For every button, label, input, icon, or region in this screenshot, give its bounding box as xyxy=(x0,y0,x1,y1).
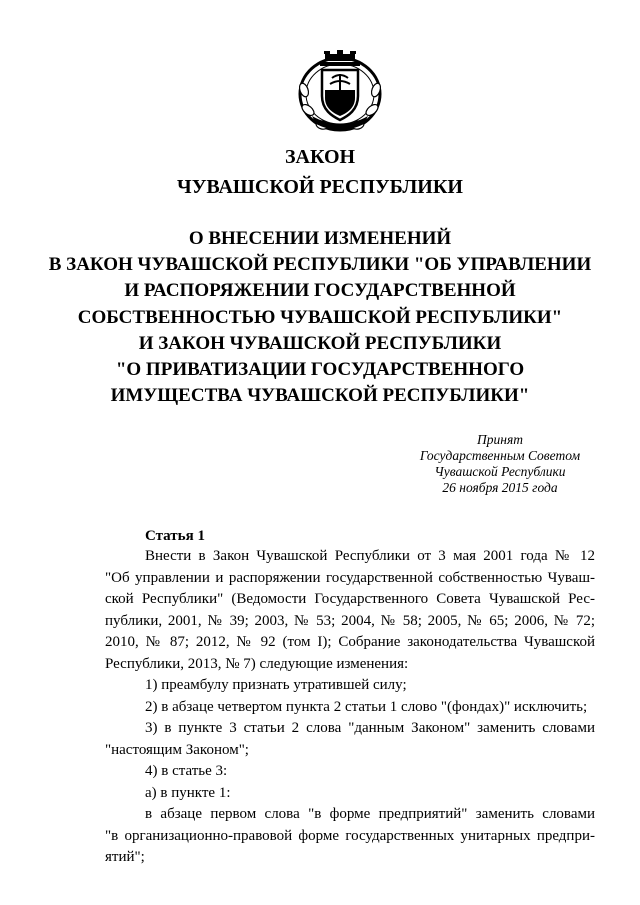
body-line: Внести в Закон Чувашской Республики от 3 мая 2001 года № 12 xyxy=(145,548,595,564)
subject-line: И РАСПОРЯЖЕНИИ ГОСУДАРСТВЕННОЙ xyxy=(124,280,516,302)
body-line: 3) в пункте 3 статьи 2 слова "данным Законом" заменить словами xyxy=(145,720,595,736)
body-line: ятий"; xyxy=(105,849,145,865)
coat-of-arms-emblem xyxy=(294,50,386,132)
article-body xyxy=(105,546,595,869)
body-line: ской Республики" (Ведомости Государственного Совета Чувашской Рес- xyxy=(105,591,595,607)
body-line: "Об управлении и распоряжении государственной собственностью Чуваш- xyxy=(105,569,595,586)
subject-line: "О ПРИВАТИЗАЦИИ ГОСУДАРСТВЕННОГО xyxy=(115,359,525,381)
subject-line: ИМУЩЕСТВА ЧУВАШСКОЙ РЕСПУБЛИКИ" xyxy=(110,385,530,407)
body-line: 2010, № 87; 2012, № 92 (том I); Собрание законодательства Чувашской xyxy=(105,634,595,650)
article-heading: Статья 1 xyxy=(145,528,205,544)
body-line: "в организационно-правовой форме государственных унитарных предпри- xyxy=(105,827,595,844)
law-title: ЗАКОН xyxy=(284,146,356,168)
adoption-date: 26 ноября 2015 года xyxy=(442,480,558,495)
body-line: Республики, 2013, № 7) следующие изменения: xyxy=(105,655,409,672)
body-line: 1) преамбулу признать утратившей силу; xyxy=(145,677,407,693)
adoption-block xyxy=(400,432,600,496)
subject-line: О ВНЕСЕНИИ ИЗМЕНЕНИЙ xyxy=(188,228,452,249)
body-line: публики, 2001, № 39; 2003, № 53; 2004, № 58; 2005, № 65; 2006, № 72; xyxy=(105,612,595,629)
subject-line: СОБСТВЕННОСТЬЮ ЧУВАШСКОЙ РЕСПУБЛИКИ" xyxy=(77,306,563,328)
subject-line: И ЗАКОН ЧУВАШСКОЙ РЕСПУБЛИКИ xyxy=(138,332,502,354)
body-line: 4) в статье 3: xyxy=(145,763,228,779)
law-subject xyxy=(0,226,640,409)
adoption-line: Чувашской Республики xyxy=(434,464,566,479)
subject-line: В ЗАКОН ЧУВАШСКОЙ РЕСПУБЛИКИ "ОБ УПРАВЛЕНИИ xyxy=(48,254,592,276)
body-line: 2) в абзаце четвертом пункта 2 статьи 1 слово "(фондах)" исключить; xyxy=(145,698,588,715)
adoption-line: Государственным Советом xyxy=(419,448,581,463)
body-line: а) в пункте 1: xyxy=(145,784,231,801)
body-line: "настоящим Законом"; xyxy=(105,741,249,758)
law-issuer: ЧУВАШСКОЙ РЕСПУБЛИКИ xyxy=(177,176,463,198)
body-line: в абзаце первом слова "в форме предприятий" заменить словами xyxy=(145,806,595,822)
adoption-line: Принят xyxy=(477,432,523,447)
